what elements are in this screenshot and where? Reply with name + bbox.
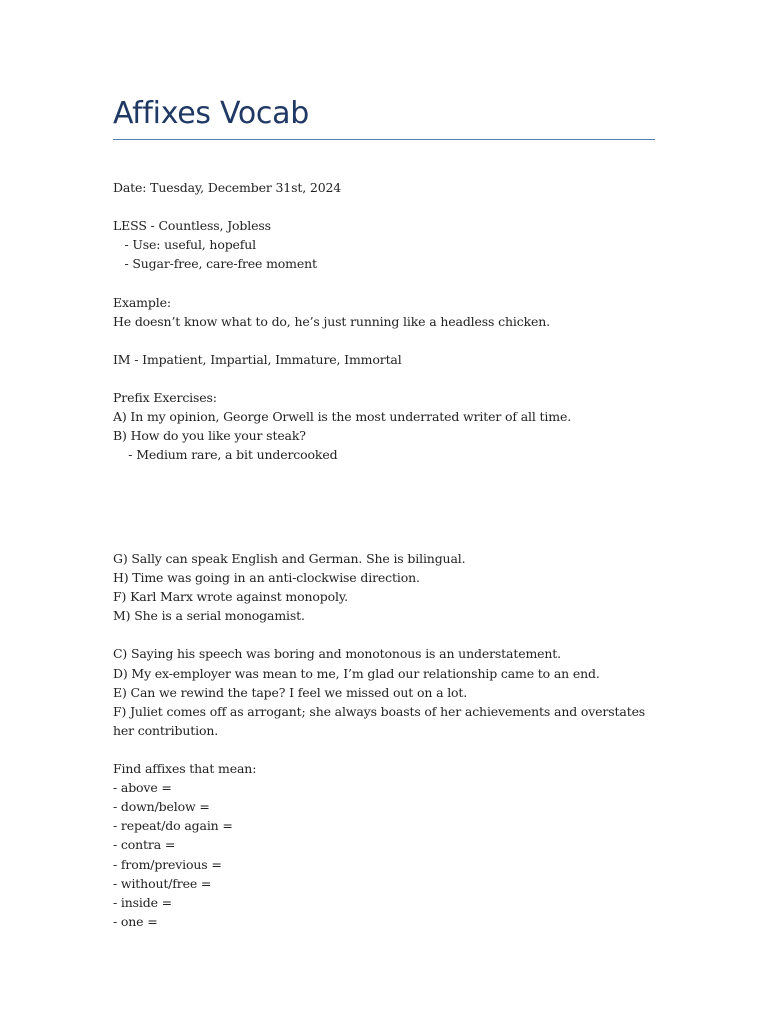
document-title: Affixes Vocab	[113, 96, 309, 131]
blank-line	[113, 331, 655, 350]
blank-line	[113, 625, 655, 644]
text-line-find-affixes: Find affixes that mean:	[113, 761, 257, 777]
blank-line	[113, 197, 655, 216]
blank-line	[113, 369, 655, 388]
text-line-date: Date: Tuesday, December 31st, 2024	[113, 180, 342, 195]
text-line-exercise-d: D) My ex-employer was mean to me, I’m glad our relationship came to an end.	[113, 665, 600, 681]
exercises-section	[113, 549, 655, 931]
text-line-exercise-b-answer: - Medium rare, a bit undercooked	[113, 447, 338, 463]
text-line-exercise-c: C) Saying his speech was boring and monotonous is an understatement.	[113, 646, 561, 662]
blank-line	[113, 273, 655, 292]
affix-item-inside: - inside =	[113, 894, 173, 910]
text-line-sugar-free: - Sugar-free, care-free moment	[113, 256, 317, 272]
text-line-less: LESS - Countless, Jobless	[113, 218, 271, 234]
text-line-exercise-b: B) How do you like your steak?	[113, 428, 306, 444]
text-line-exercise-a: A) In my opinion, George Orwell is the most underrated writer of all time.	[113, 409, 572, 425]
text-line-exercise-f: F) Karl Marx wrote against monopoly.	[113, 589, 348, 605]
affix-item-without-free: - without/free =	[113, 875, 212, 891]
text-line-exercise-g: G) Sally can speak English and German. She is bilingual.	[113, 551, 466, 566]
text-line-exercise-f-juliet: F) Juliet comes off as arrogant; she always boasts of her achievements and overstates her contribution.	[113, 703, 646, 738]
text-line-exercise-h: H) Time was going in an anti-clockwise direction.	[113, 570, 420, 586]
affix-item-above: - above =	[113, 780, 172, 796]
text-line-example-sentence: He doesn’t know what to do, he’s just running like a headless chicken.	[113, 313, 550, 329]
affix-item-down-below: - down/below =	[113, 799, 210, 815]
text-line-im: IM - Impatient, Impartial, Immature, Immortal	[113, 351, 402, 367]
blank-line	[113, 740, 655, 759]
intro-section	[113, 178, 655, 464]
title-divider	[113, 139, 655, 140]
text-line-prefix-exercises: Prefix Exercises:	[113, 390, 217, 406]
text-line-use: - Use: useful, hopeful	[113, 237, 257, 253]
affix-item-from-previous: - from/previous =	[113, 856, 222, 872]
text-line-exercise-m: M) She is a serial monogamist.	[113, 608, 305, 624]
affix-item-repeat: - repeat/do again =	[113, 818, 233, 834]
affix-item-one: - one =	[113, 913, 158, 929]
text-line-exercise-e: E) Can we rewind the tape? I feel we missed out on a lot.	[113, 684, 468, 700]
text-line-example-label: Example:	[113, 294, 171, 310]
affix-item-contra: - contra =	[113, 837, 176, 853]
